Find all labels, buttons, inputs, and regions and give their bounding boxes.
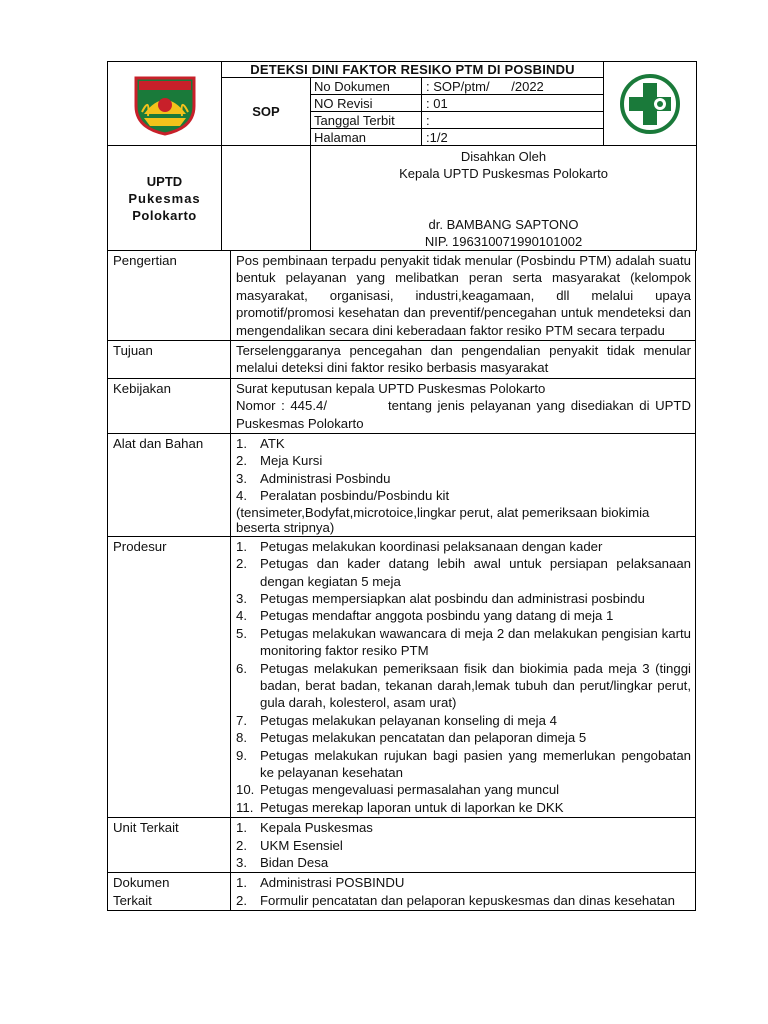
list-item: 3. Petugas mempersiapkan alat posbindu dan administrasi posbindu xyxy=(236,590,645,606)
sop-content-table xyxy=(107,250,696,944)
text-kebijakan: Surat keputusan kepala UPTD Puskesmas Polokarto Nomor : 445.4/ tentang jenis pelayanan yang disediakan di UPTD Puskesmas Polokarto xyxy=(231,378,696,433)
row-kebijakan xyxy=(108,378,696,433)
meta-label-halaman: Halaman xyxy=(311,129,422,146)
label-tujuan: Tujuan xyxy=(108,341,231,379)
row-prosedur xyxy=(108,536,696,818)
list-item: 4. Peralatan posbindu/Posbindu kit xyxy=(236,488,450,504)
unit-name: UPTD Pukesmas Polokarto xyxy=(108,146,222,251)
row-unit-terkait xyxy=(108,818,696,873)
list-item: 2. Meja Kursi xyxy=(236,453,323,469)
row-pengertian xyxy=(108,251,696,341)
meta-label-no-revisi: NO Revisi xyxy=(311,95,422,112)
list-item: 2. Petugas dan kader datang lebih awal untuk persiapan pelaksanaan dengan kegiatan 5 meja xyxy=(236,556,691,589)
list-item: 1. Petugas melakukan koordinasi pelaksanaan dengan kader xyxy=(236,538,603,554)
list-item: 9. Petugas melakukan rujukan bagi pasien yang memerlukan pengobatan ke pelayanan kesehatan xyxy=(236,747,691,780)
list-item: 2. Formulir pencatatan dan pelaporan kepuskesmas dan dinas kesehatan xyxy=(236,892,675,908)
meta-value-no-dokumen: : SOP/ptm/ /2022 xyxy=(422,78,604,95)
label-prosedur: Prodesur xyxy=(108,536,231,818)
row-tujuan xyxy=(108,341,696,379)
puskesmas-cross-logo xyxy=(619,73,681,135)
meta-value-halaman: :1/2 xyxy=(422,129,604,146)
alat-note: (tensimeter,Bodyfat,microtoice,lingkar perut, alat pemeriksaan biokimia beserta stripnya) xyxy=(236,504,650,535)
list-prosedur xyxy=(231,536,696,818)
list-alat-bahan xyxy=(231,434,696,537)
row-alat-bahan xyxy=(108,434,696,537)
list-item: 1. ATK xyxy=(236,436,285,452)
approver-nip: NIP. 196310071990101002 xyxy=(424,234,583,249)
list-item: 6. Petugas melakukan pemeriksaan fisik dan biokimia pada meja 3 (tinggi badan, berat badan, tekanan darah,lemak tubuh dan perut/lingkar perut, gula darah, kolesterol, asam urat) xyxy=(236,660,691,711)
meta-value-tanggal-terbit: : xyxy=(422,112,604,129)
list-item: 11. Petugas merekap laporan untuk di laporkan ke DKK xyxy=(236,799,564,815)
list-unit-terkait xyxy=(231,818,696,873)
sop-header xyxy=(107,61,696,249)
label-unit-terkait: Unit Terkait xyxy=(108,818,231,873)
approval-position: Kepala UPTD Puskesmas Polokarto xyxy=(399,166,608,181)
approval-block xyxy=(311,146,697,251)
blank-cell xyxy=(222,146,311,251)
list-item: 5. Petugas melakukan wawancara di meja 2 dan melakukan pengisian kartu monitoring faktor resiko PTM xyxy=(236,625,691,659)
label-kebijakan: Kebijakan xyxy=(108,378,231,433)
label-alat-bahan: Alat dan Bahan xyxy=(108,434,231,537)
list-item: 10. Petugas mengevaluasi permasalahan yang muncul xyxy=(236,782,560,798)
text-pengertian: Pos pembinaan terpadu penyakit tidak menular (Posbindu PTM) adalah suatu bentuk pelayanan yang melibatkan peran serta masyarakat (kelompok masyarakat, organisasi, industri,keagamaan, dll melalui upaya promotif/promosi kesehatan dan preventif/pencegahan untuk mendeteksi dan mengendalikan secara dini keberadaan faktor resiko PTM secara terpadu xyxy=(231,251,696,341)
left-logo-cell: KABUPATEN SUKOHARJO xyxy=(108,62,222,146)
list-item: 1. Administrasi POSBINDU xyxy=(236,875,405,891)
list-item: 3. Administrasi Posbindu xyxy=(236,470,391,486)
approval-title: Disahkan Oleh xyxy=(460,149,547,164)
right-logo-cell xyxy=(604,62,697,146)
list-item: 3. Bidan Desa xyxy=(236,855,329,870)
meta-label-no-dokumen: No Dokumen xyxy=(311,78,422,95)
document-title: DETEKSI DINI FAKTOR RESIKO PTM DI POSBINDU xyxy=(222,62,604,78)
meta-value-no-revisi: : 01 xyxy=(422,95,604,112)
text-tujuan: Terselenggaranya pencegahan dan pengendalian penyakit tidak menular melalui deteksi dini faktor resiko berbasis masyarakat xyxy=(231,341,696,379)
meta-label-tanggal-terbit: Tanggal Terbit xyxy=(311,112,422,129)
list-item: 8. Petugas melakukan pencatatan dan pelaporan dimeja 5 xyxy=(236,730,587,746)
approver-name: dr. BAMBANG SAPTONO xyxy=(428,217,579,232)
kabupaten-sukoharjo-logo xyxy=(130,72,200,136)
row-dokumen-terkait xyxy=(108,873,696,911)
list-dokumen-terkait xyxy=(231,873,696,911)
label-dokumen-terkait: Dokumen Terkait xyxy=(108,873,231,911)
list-item: 7. Petugas melakukan pelayanan konseling di meja 4 xyxy=(236,712,557,728)
label-pengertian: Pengertian xyxy=(108,251,231,341)
list-item: 4. Petugas mendaftar anggota posbindu yang datang di meja 1 xyxy=(236,608,614,624)
list-item: 1. Kepala Puskesmas xyxy=(236,820,373,836)
list-item: 2. UKM Esensiel xyxy=(236,837,343,853)
sop-label: SOP xyxy=(222,78,311,146)
